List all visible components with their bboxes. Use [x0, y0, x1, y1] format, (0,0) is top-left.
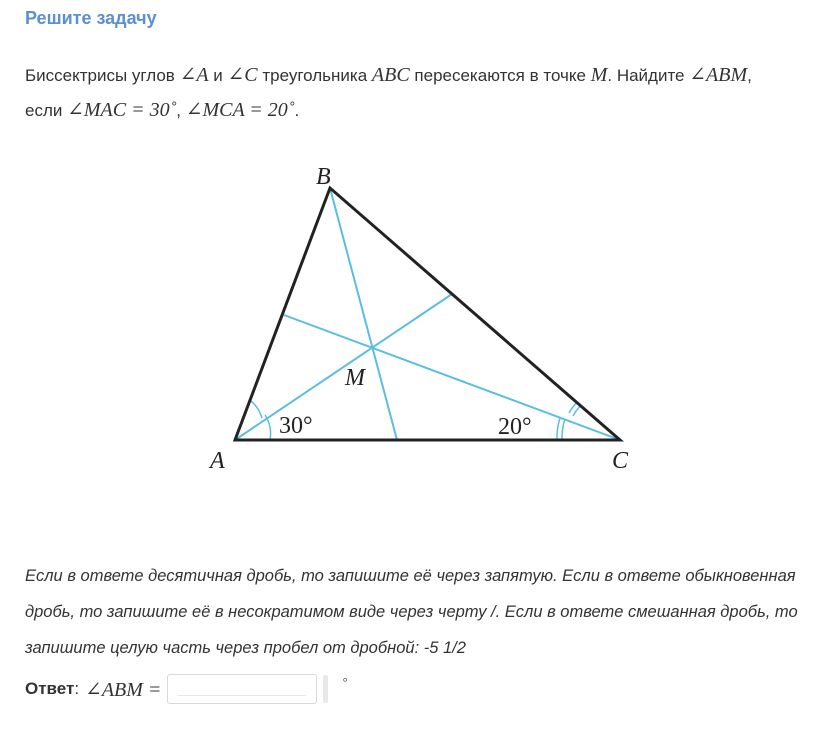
- page-title: Решите задачу: [25, 8, 157, 28]
- angle-arc-c-3: [573, 406, 580, 416]
- label-a: A: [210, 448, 225, 474]
- angle-arc-a-2: [251, 401, 262, 418]
- answer-label: Ответ: [25, 679, 75, 698]
- problem-statement: Биссектрисы углов ∠A и ∠C треугольника ABC пересекаются в точке M. Найдите ∠ABM, если ∠MAC = 30˚, ∠MCA = 20˚.: [25, 64, 752, 121]
- label-m: M: [345, 365, 365, 391]
- math-given-mca: ∠MCA = 20˚: [185, 99, 295, 121]
- answer-input-handle: [323, 675, 328, 703]
- degree-unit: °: [342, 674, 348, 690]
- math-given-mac: ∠MAC = 30˚: [67, 99, 177, 121]
- math-angle-a: ∠A: [179, 64, 209, 86]
- angle-arc-c-2: [557, 418, 560, 440]
- label-c: C: [612, 448, 629, 474]
- label-b: B: [316, 164, 331, 190]
- answer-colon: :: [74, 679, 80, 698]
- answer-row: [25, 672, 348, 706]
- angle-c-label: 20°: [498, 414, 532, 440]
- bisector-from-b: [330, 188, 397, 440]
- angle-a-label: 30°: [279, 413, 313, 439]
- math-point-m: M: [590, 64, 608, 86]
- answer-expression: ∠ABM =: [85, 678, 162, 701]
- math-angle-abm: ∠ABM: [689, 64, 748, 86]
- bisector-from-c: [284, 315, 620, 440]
- angle-arc-c: [562, 419, 565, 440]
- math-angle-c: ∠C: [227, 64, 258, 86]
- math-triangle-abc: ABC: [371, 64, 410, 86]
- answer-input[interactable]: [167, 674, 317, 704]
- answer-input-underline: [178, 695, 306, 696]
- answer-format-instructions: Если в ответе десятичная дробь, то запишите её через запятую. Если в ответе обыкновенная дробь, то запишите её в несократимом виде через черту /. Если в ответе смешанная дробь, то запишите целую часть через пробел от дробной: -5 1/2: [25, 567, 798, 657]
- triangle-figure: [200, 160, 660, 490]
